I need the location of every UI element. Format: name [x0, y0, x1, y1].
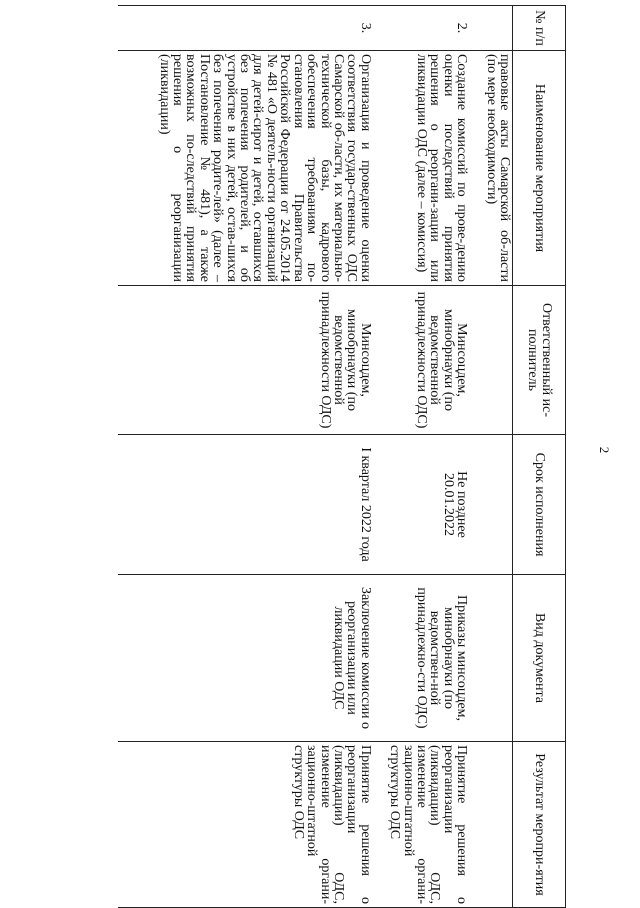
cell-deadline — [483, 435, 512, 575]
header-document-type: Вид документа — [513, 575, 566, 742]
table-row — [156, 6, 373, 908]
cell-document-type: Заключение комиссии о реорганизации или ликвидации ОДС — [156, 575, 373, 742]
header-responsible: Ответственный ис-полнитель — [513, 286, 566, 435]
cell-result: Принятие решения о реорганизации (ликвидации) ОДС, изменение органи-зационно-штатной структуры ОДС — [387, 742, 469, 908]
cell-number — [483, 6, 512, 51]
row-spacer — [373, 6, 387, 908]
cell-deadline: I квартал 2022 года — [156, 435, 373, 575]
cell-responsible: Минсоцдем, минобрнауки (по ведомственной принадлежности ОДС) — [156, 286, 373, 435]
cell-number: 3. — [156, 6, 373, 51]
row-spacer — [469, 6, 483, 908]
cell-responsible — [483, 286, 512, 435]
header-number: № п/п — [513, 6, 566, 51]
cell-responsible: Минсоцдем, минобрнауки (по ведомственной принадлежности ОДС) — [387, 286, 469, 435]
cell-event-name-continued: правовые акты Самарской об-ласти (по мере необходимости) — [483, 51, 512, 286]
header-deadline: Срок исполнения — [513, 435, 566, 575]
table-row-continued — [483, 6, 512, 908]
cell-result — [483, 742, 512, 908]
cell-number: 2. — [387, 6, 469, 51]
cell-document-type: Приказы минсоцдем, минобрнауки (по ведомствен-ной принадлежно-сти ОДС) — [387, 575, 469, 742]
row-tail — [118, 6, 156, 908]
page-number: 2 — [597, 446, 612, 454]
header-event-name: Наименование мероприятия — [513, 51, 566, 286]
cell-event-name: Организация и проведение оценки соответствия государ-ственных ОДС Самарской об-ласти, их материально-технической базы, кадрового обеспечения требованиям по-становления Правительства Российской Федерации от 24.05.2014 № 481 «О деятель-ности организаций для детей-сирот и детей, оставшихся без попечения родителей, и об устройстве в них детей, остав-шихся без попечения родите-лей» (далее – Постановление № 481), а также возможных по-следствий принятия решения о реорганизации (ликвидации) — [156, 51, 373, 286]
table-row — [387, 6, 469, 908]
cell-deadline: Не позднее 20.01.2022 — [387, 435, 469, 575]
cell-result: Принятие решения о реорганизации (ликвидации) ОДС, изменение органи-зационно-штатной структуры ОДС — [156, 742, 373, 908]
cell-document-type — [483, 575, 512, 742]
rotated-page — [32, 5, 566, 904]
header-result: Результат меропри-ятия — [513, 742, 566, 908]
events-table — [118, 5, 566, 908]
cell-event-name: Создание комиссий по прове-дению оценки последствий принятия решения о реоргани-зации или ликвидации ОДС (далее – комиссия) — [387, 51, 469, 286]
table-header-row — [513, 6, 566, 908]
